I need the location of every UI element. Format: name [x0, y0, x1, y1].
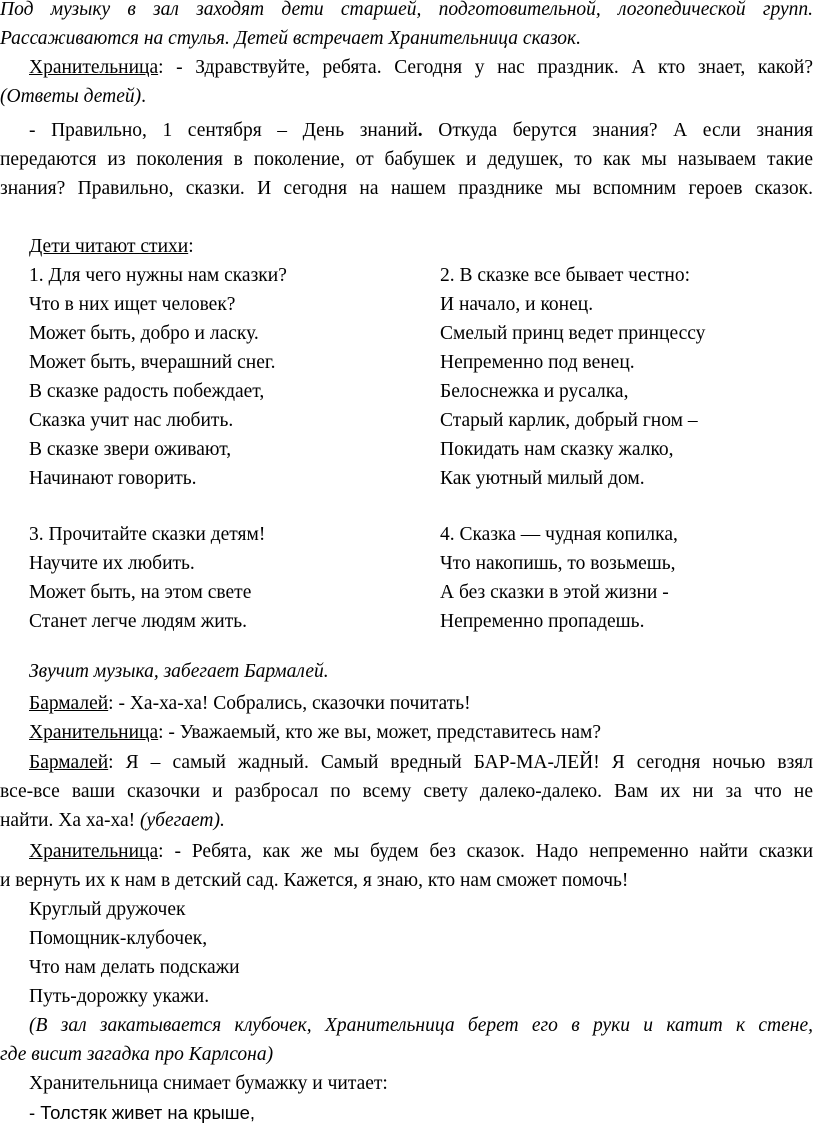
- speech-text: : - Здравствуйте, ребята. Сегодня у нас праздник. А кто знает, какой?: [158, 57, 813, 78]
- stage-direction-line-2: где висит загадка про Карлсона): [0, 1044, 274, 1065]
- verse-line: Круглый дружочек: [29, 899, 186, 920]
- poem-line: Начинают говорить.: [29, 468, 197, 489]
- poems-label-text: Дети читают стихи: [29, 236, 189, 257]
- poem-line: Смелый принц ведет принцессу: [440, 323, 706, 344]
- poem-line: В сказке радость побеждает,: [29, 381, 265, 402]
- keeper-speech-line-1: [0, 837, 813, 866]
- poem-line: Покидать нам сказку жалко,: [440, 439, 674, 460]
- intro-line-2: Рассаживаются на стулья. Детей встречает Хранительница сказок.: [0, 28, 582, 49]
- poem-line: А без сказки в этой жизни -: [440, 582, 669, 603]
- verse-line: Помощник-клубочек,: [29, 928, 208, 949]
- children-answer-note: [0, 82, 813, 111]
- poem-line: Непременно под венец.: [440, 352, 635, 373]
- poem-3: [29, 520, 265, 636]
- stage-note: (убегает).: [140, 810, 225, 831]
- poem-line: Может быть, вчерашний снег.: [29, 352, 276, 373]
- poem-line: Что в них ищет человек?: [29, 294, 236, 315]
- riddle-line: - Толстяк живет на крыше,: [29, 1102, 256, 1123]
- poem-line: Белоснежка и русалка,: [440, 381, 629, 402]
- poem-line: И начало, и конец.: [440, 294, 594, 315]
- verse-line: Что нам делать подскажи: [29, 957, 240, 978]
- keeper-knowledge-line-3: знания? Правильно, сказки. И сегодня на нашем празднике мы вспомним героев сказок.: [0, 178, 813, 199]
- punctuation: :: [188, 236, 194, 257]
- poem-2: [440, 261, 705, 493]
- speech-text: : - Ха-ха-ха! Собрались, сказочки почитать!: [108, 693, 471, 714]
- verse-line: Путь-дорожку укажи.: [29, 986, 210, 1007]
- poem-line: Станет легче людям жить.: [29, 611, 247, 632]
- poem-4: [440, 520, 678, 636]
- speaker-name: Бармалей: [29, 693, 109, 714]
- speech-text: : - Ребята, как же мы будем без сказок. Надо непременно найти сказки: [158, 841, 813, 862]
- ball-verse: [29, 895, 240, 1011]
- poems-label: [0, 232, 813, 261]
- speech-text: : - Уважаемый, кто же вы, может, представитесь нам?: [158, 722, 601, 743]
- punctuation: .: [417, 120, 423, 141]
- speech-text: Откуда берутся знания? А если знания: [422, 120, 813, 141]
- speech-text: : Я – самый жадный. Самый вредный БАР-МА-ЛЕЙ! Я сегодня ночью взял: [108, 752, 813, 773]
- poem-line: Научите их любить.: [29, 553, 195, 574]
- keeper-speech-line-2: и вернуть их к нам в детский сад. Кажется, я знаю, кто нам сможет помочь!: [0, 870, 629, 891]
- barmaley-line-1: [0, 689, 813, 718]
- speaker-name: Хранительница: [29, 57, 159, 78]
- poem-line: Может быть, добро и ласку.: [29, 323, 259, 344]
- music-note: Звучит музыка, забегает Бармалей.: [29, 661, 329, 682]
- poem-line: Старый карлик, добрый гном –: [440, 410, 698, 431]
- punctuation: .: [141, 86, 147, 107]
- poem-line: 2. В сказке все бывает честно:: [440, 265, 691, 286]
- barmaley-speech-line-3: [0, 806, 813, 835]
- speaker-name: Хранительница: [29, 722, 159, 743]
- poem-1: [29, 261, 287, 493]
- speech-text: - Правильно, 1 сентября – День знаний: [29, 120, 418, 141]
- poem-line: Как уютный милый дом.: [440, 468, 645, 489]
- stage-note: (Ответы детей): [0, 86, 142, 107]
- speaker-name: Бармалей: [29, 752, 109, 773]
- poem-line: 3. Прочитайте сказки детям!: [29, 524, 266, 545]
- keeper-reads: Хранительница снимает бумажку и читает:: [29, 1073, 388, 1094]
- barmaley-speech-line-1: [0, 748, 813, 777]
- barmaley-speech-line-2: все-все ваши сказочки и разбросал по всему свету далеко-далеко. Вам их ни за что не: [0, 781, 813, 802]
- poem-line: 4. Сказка — чудная копилка,: [440, 524, 678, 545]
- keeper-knowledge-line-1: [0, 116, 813, 145]
- poem-line: Может быть, на этом свете: [29, 582, 252, 603]
- speech-text: найти. Ха ха-ха!: [0, 810, 141, 831]
- stage-direction-line-1: (В зал закатывается клубочек, Хранительница берет его в руки и катит к стене,: [29, 1015, 813, 1036]
- intro-line-1: Под музыку в зал заходят дети старшей, подготовительной, логопедической групп.: [0, 0, 813, 20]
- keeper-knowledge-line-2: передаются из поколения в поколение, от бабушек и дедушек, то как мы называем такие: [0, 149, 813, 170]
- speaker-name: Хранительница: [29, 841, 159, 862]
- poem-line: 1. Для чего нужны нам сказки?: [29, 265, 287, 286]
- keeper-question: [0, 718, 813, 747]
- poem-line: В сказке звери оживают,: [29, 439, 232, 460]
- poem-line: Непременно пропадешь.: [440, 611, 645, 632]
- keeper-greeting: [0, 53, 813, 82]
- poem-line: Сказка учит нас любить.: [29, 410, 234, 431]
- poem-line: Что накопишь, то возьмешь,: [440, 553, 676, 574]
